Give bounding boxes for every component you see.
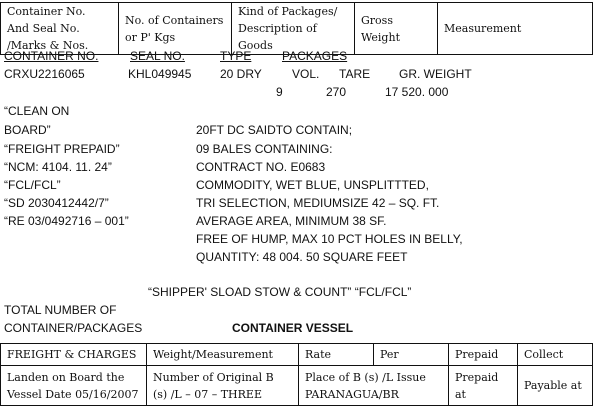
- header-measurement: Measurement: [438, 3, 593, 55]
- goods-line: QUANTITY: 48 004. 50 SQUARE FEET: [196, 250, 408, 264]
- goods-line: CONTRACT NO. E0683: [196, 160, 326, 174]
- col-collect: Collect: [518, 344, 593, 366]
- prepaid-at-cell: Prepaid at: [449, 366, 518, 406]
- header-gross-weight: Gross Weight: [355, 3, 438, 55]
- label-seal-no: SEAL NO.: [130, 49, 185, 63]
- header-table: [0, 2, 593, 55]
- mark-line: “CLEAN ON: [4, 104, 70, 118]
- container-vessel-label: CONTAINER VESSEL: [232, 321, 354, 335]
- total-number-label: CONTAINER/PACKAGES: [4, 321, 143, 335]
- col-rate: Rate: [299, 344, 374, 366]
- value-seal-no: KHL049945: [128, 67, 192, 81]
- value-tare: 270: [326, 85, 347, 99]
- goods-line: COMMODITY, WET BLUE, UNSPLITTTED,: [196, 178, 429, 192]
- mark-line: “FCL/FCL”: [4, 178, 61, 192]
- payable-at-cell: Payable at: [518, 366, 593, 406]
- col-weight-measurement: Weight/Measurement: [147, 344, 299, 366]
- label-packages: PACKAGES: [282, 49, 348, 63]
- goods-line: 09 BALES CONTAINING:: [196, 142, 333, 156]
- col-freight-charges: FREIGHT & CHARGES: [1, 344, 147, 366]
- freight-table: [0, 343, 593, 406]
- value-container-no: CRXU2216065: [4, 67, 85, 81]
- mark-line: BOARD”: [4, 123, 51, 137]
- goods-line: TRI SELECTION, MEDIUMSIZE 42 – SQ. FT.: [196, 196, 440, 210]
- value-vol: 9: [276, 85, 283, 99]
- original-bl-cell: Number of Original B (s) /L – 07 – THREE: [147, 366, 299, 406]
- label-container-no: CONTAINER NO.: [4, 49, 99, 63]
- mark-line: “NCM: 4104. 11. 24”: [4, 160, 112, 174]
- mark-line: “FREIGHT PREPAID”: [4, 142, 120, 156]
- header-kind-packages: Kind of Packages/ Description of Goods: [232, 3, 355, 55]
- label-tare: TARE: [339, 67, 371, 81]
- label-type: TYPE: [220, 49, 252, 63]
- mark-line: “SD 2030412442/7”: [4, 196, 109, 210]
- label-vol: VOL.: [292, 67, 320, 81]
- header-num-containers: No. of Containers or P' Kgs: [119, 3, 232, 55]
- goods-line: FREE OF HUMP, MAX 10 PCT HOLES IN BELLY,: [196, 232, 463, 246]
- total-number-label: TOTAL NUMBER OF: [4, 303, 117, 317]
- laden-on-board-cell: Landen on Board the Vessel Date 05/16/2007: [1, 366, 147, 406]
- header-container-no: Container No. And Seal No. /Marks & Nos.: [1, 3, 119, 55]
- label-gross-weight: GR. WEIGHT: [399, 67, 472, 81]
- value-gross-weight: 17 520. 000: [385, 85, 449, 99]
- col-per: Per: [374, 344, 449, 366]
- col-prepaid: Prepaid: [449, 344, 518, 366]
- goods-line: AVERAGE AREA, MINIMUM 38 SF.: [196, 214, 387, 228]
- place-of-issue-cell: Place of B (s) /L Issue PARANAGUA/BR: [299, 366, 449, 406]
- goods-line: 20FT DC SAIDTO CONTAIN;: [196, 123, 353, 137]
- shipper-load-note: “SHIPPER' SLOAD STOW & COUNT” “FCL/FCL”: [148, 285, 412, 299]
- mark-line: “RE 03/0492716 – 001”: [4, 214, 129, 228]
- value-type: 20 DRY: [220, 67, 262, 81]
